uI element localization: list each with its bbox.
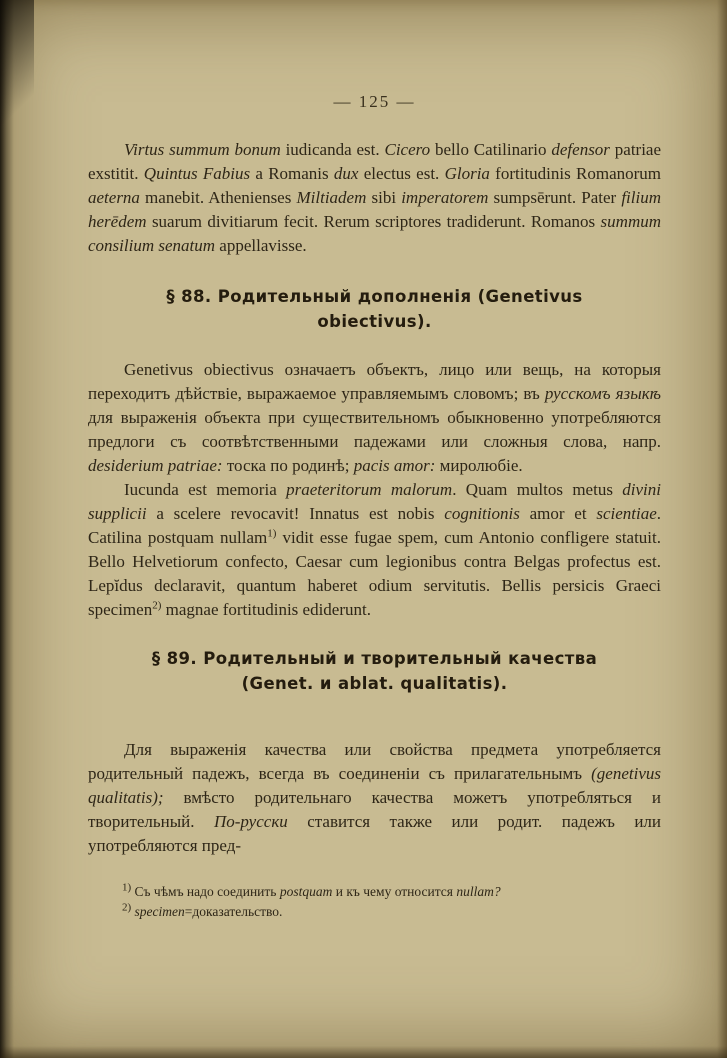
latin-exercise-paragraph-2 bbox=[88, 478, 661, 622]
text-run: a scelere revocavit! Innatus est nobis bbox=[146, 504, 445, 523]
section-heading-89-line2: (Genet. и ablat. qualitatis). bbox=[241, 674, 508, 693]
section-heading-89 bbox=[88, 646, 661, 696]
text-run: vidit esse fugae spem, cum Antonio confligere statuit. Bello Helvetiorum confecto, Caesar cum legionibus contra Belgas profectus est. Lepĭdus declaravit, quantum haberet odium servitutis. Bellis persicis Graeci specimen bbox=[88, 528, 662, 619]
text-run: amor et bbox=[519, 504, 597, 523]
text-run: a Romanis bbox=[250, 164, 334, 183]
text-run: Quintus Fabius bbox=[143, 164, 251, 183]
text-run: divini supplicii bbox=[88, 480, 661, 523]
page-number: — 125 — bbox=[333, 92, 416, 111]
text-run: миролюбіе. bbox=[435, 456, 523, 475]
text-run: scientiae bbox=[596, 504, 657, 523]
text-run: Для выраженія качества или свойства предмета употребляется родительный падежъ, всегда въ соединеніи съ прилагательнымъ bbox=[88, 740, 661, 783]
text-run: Genetivus obiectivus означаетъ объектъ, лицо или вещь, на которыя переходитъ дѣйствіе, выражаемое управляемымъ словомъ; въ bbox=[88, 360, 661, 403]
text-run: specimen bbox=[134, 904, 185, 919]
latin-exercise-paragraph-1 bbox=[88, 138, 661, 258]
genetivus-explanation-paragraph bbox=[88, 358, 661, 478]
section-heading-88-line1: § 88. Родительный дополненія (Genetivus bbox=[166, 287, 583, 306]
text-run: desiderium patriae: bbox=[88, 456, 223, 475]
section-heading-88-line2: obiectivus). bbox=[317, 312, 432, 331]
text-run: По-русски bbox=[213, 812, 288, 831]
text-run: тоска по родинѣ; bbox=[222, 456, 354, 475]
footnotes-block bbox=[88, 882, 661, 922]
page-right-edge-shadow bbox=[717, 0, 727, 1058]
text-run: 2) bbox=[122, 901, 132, 914]
text-run: pacis amor: bbox=[353, 456, 436, 475]
footnote-2 bbox=[122, 902, 661, 922]
text-run: electus est. bbox=[358, 164, 445, 183]
text-run: Iucunda est memoria bbox=[124, 480, 287, 499]
text-run: dux bbox=[333, 164, 359, 183]
text-run: nullam? bbox=[456, 884, 501, 899]
page-top-left-corner-shadow bbox=[0, 0, 34, 150]
text-run: ставится также или родит. падежъ или употребляются пред- bbox=[88, 812, 662, 855]
text-run: вмѣсто родительнаго качества можетъ употребляться и творительный. bbox=[88, 788, 661, 831]
text-run: и къ чему относится bbox=[332, 884, 457, 899]
text-run: Miltiadem bbox=[296, 188, 367, 207]
text-run: 1) bbox=[267, 527, 277, 540]
text-run: fortitudinis Romanorum bbox=[489, 164, 661, 183]
text-run: русскомъ языкѣ bbox=[544, 384, 661, 403]
qualitatis-explanation-paragraph bbox=[88, 738, 661, 858]
text-run: Cicero bbox=[384, 140, 431, 159]
section-heading-89-line1: § 89. Родительный и творительный качества bbox=[151, 649, 598, 668]
text-run: для выраженія объекта при существительномъ обыкновенно употребляются предлоги съ соотвѣтственными падежами или сложныя слова, напр. bbox=[88, 408, 661, 451]
text-run: suarum divitiarum fecit. Rerum scriptores tradiderunt. Romanos bbox=[146, 212, 601, 231]
text-run: appellavisse. bbox=[215, 236, 307, 255]
text-run: 1) bbox=[122, 881, 132, 894]
text-run: aeterna bbox=[88, 188, 140, 207]
text-run: =доказательство. bbox=[184, 904, 283, 919]
text-run: summum consilium senatum bbox=[88, 212, 661, 255]
text-run: manebit. Athenienses bbox=[139, 188, 297, 207]
page-bottom-edge-shadow bbox=[0, 1046, 727, 1058]
text-run: . Quam multos metus bbox=[452, 480, 623, 499]
text-run: defensor bbox=[551, 140, 610, 159]
text-run: imperatorem bbox=[401, 188, 489, 207]
text-run: postquam bbox=[279, 884, 333, 899]
text-run: bello Catilinario bbox=[430, 140, 552, 159]
text-run: praeteritorum malorum bbox=[286, 480, 453, 499]
text-run: Съ чѣмъ надо соединить bbox=[131, 884, 280, 899]
text-run: cognitionis bbox=[444, 504, 520, 523]
text-run: magnae fortitudinis ediderunt. bbox=[161, 600, 371, 619]
text-run: iudicanda est. bbox=[280, 140, 385, 159]
page-left-edge-shadow bbox=[0, 0, 14, 1058]
text-run: sumpsērunt. Pater bbox=[488, 188, 622, 207]
section-heading-88 bbox=[88, 284, 661, 334]
text-run: Virtus summum bonum bbox=[124, 140, 281, 159]
text-run: 2) bbox=[152, 599, 162, 612]
text-run: (genetivus qualitatis); bbox=[88, 764, 661, 807]
footnote-1 bbox=[122, 882, 661, 902]
text-run: patriae exstitit. bbox=[88, 140, 662, 183]
text-run: . Catilina postquam nullam bbox=[88, 504, 661, 547]
text-run: filium herēdem bbox=[88, 188, 661, 231]
text-run: sibi bbox=[366, 188, 402, 207]
text-run: Gloria bbox=[444, 164, 490, 183]
